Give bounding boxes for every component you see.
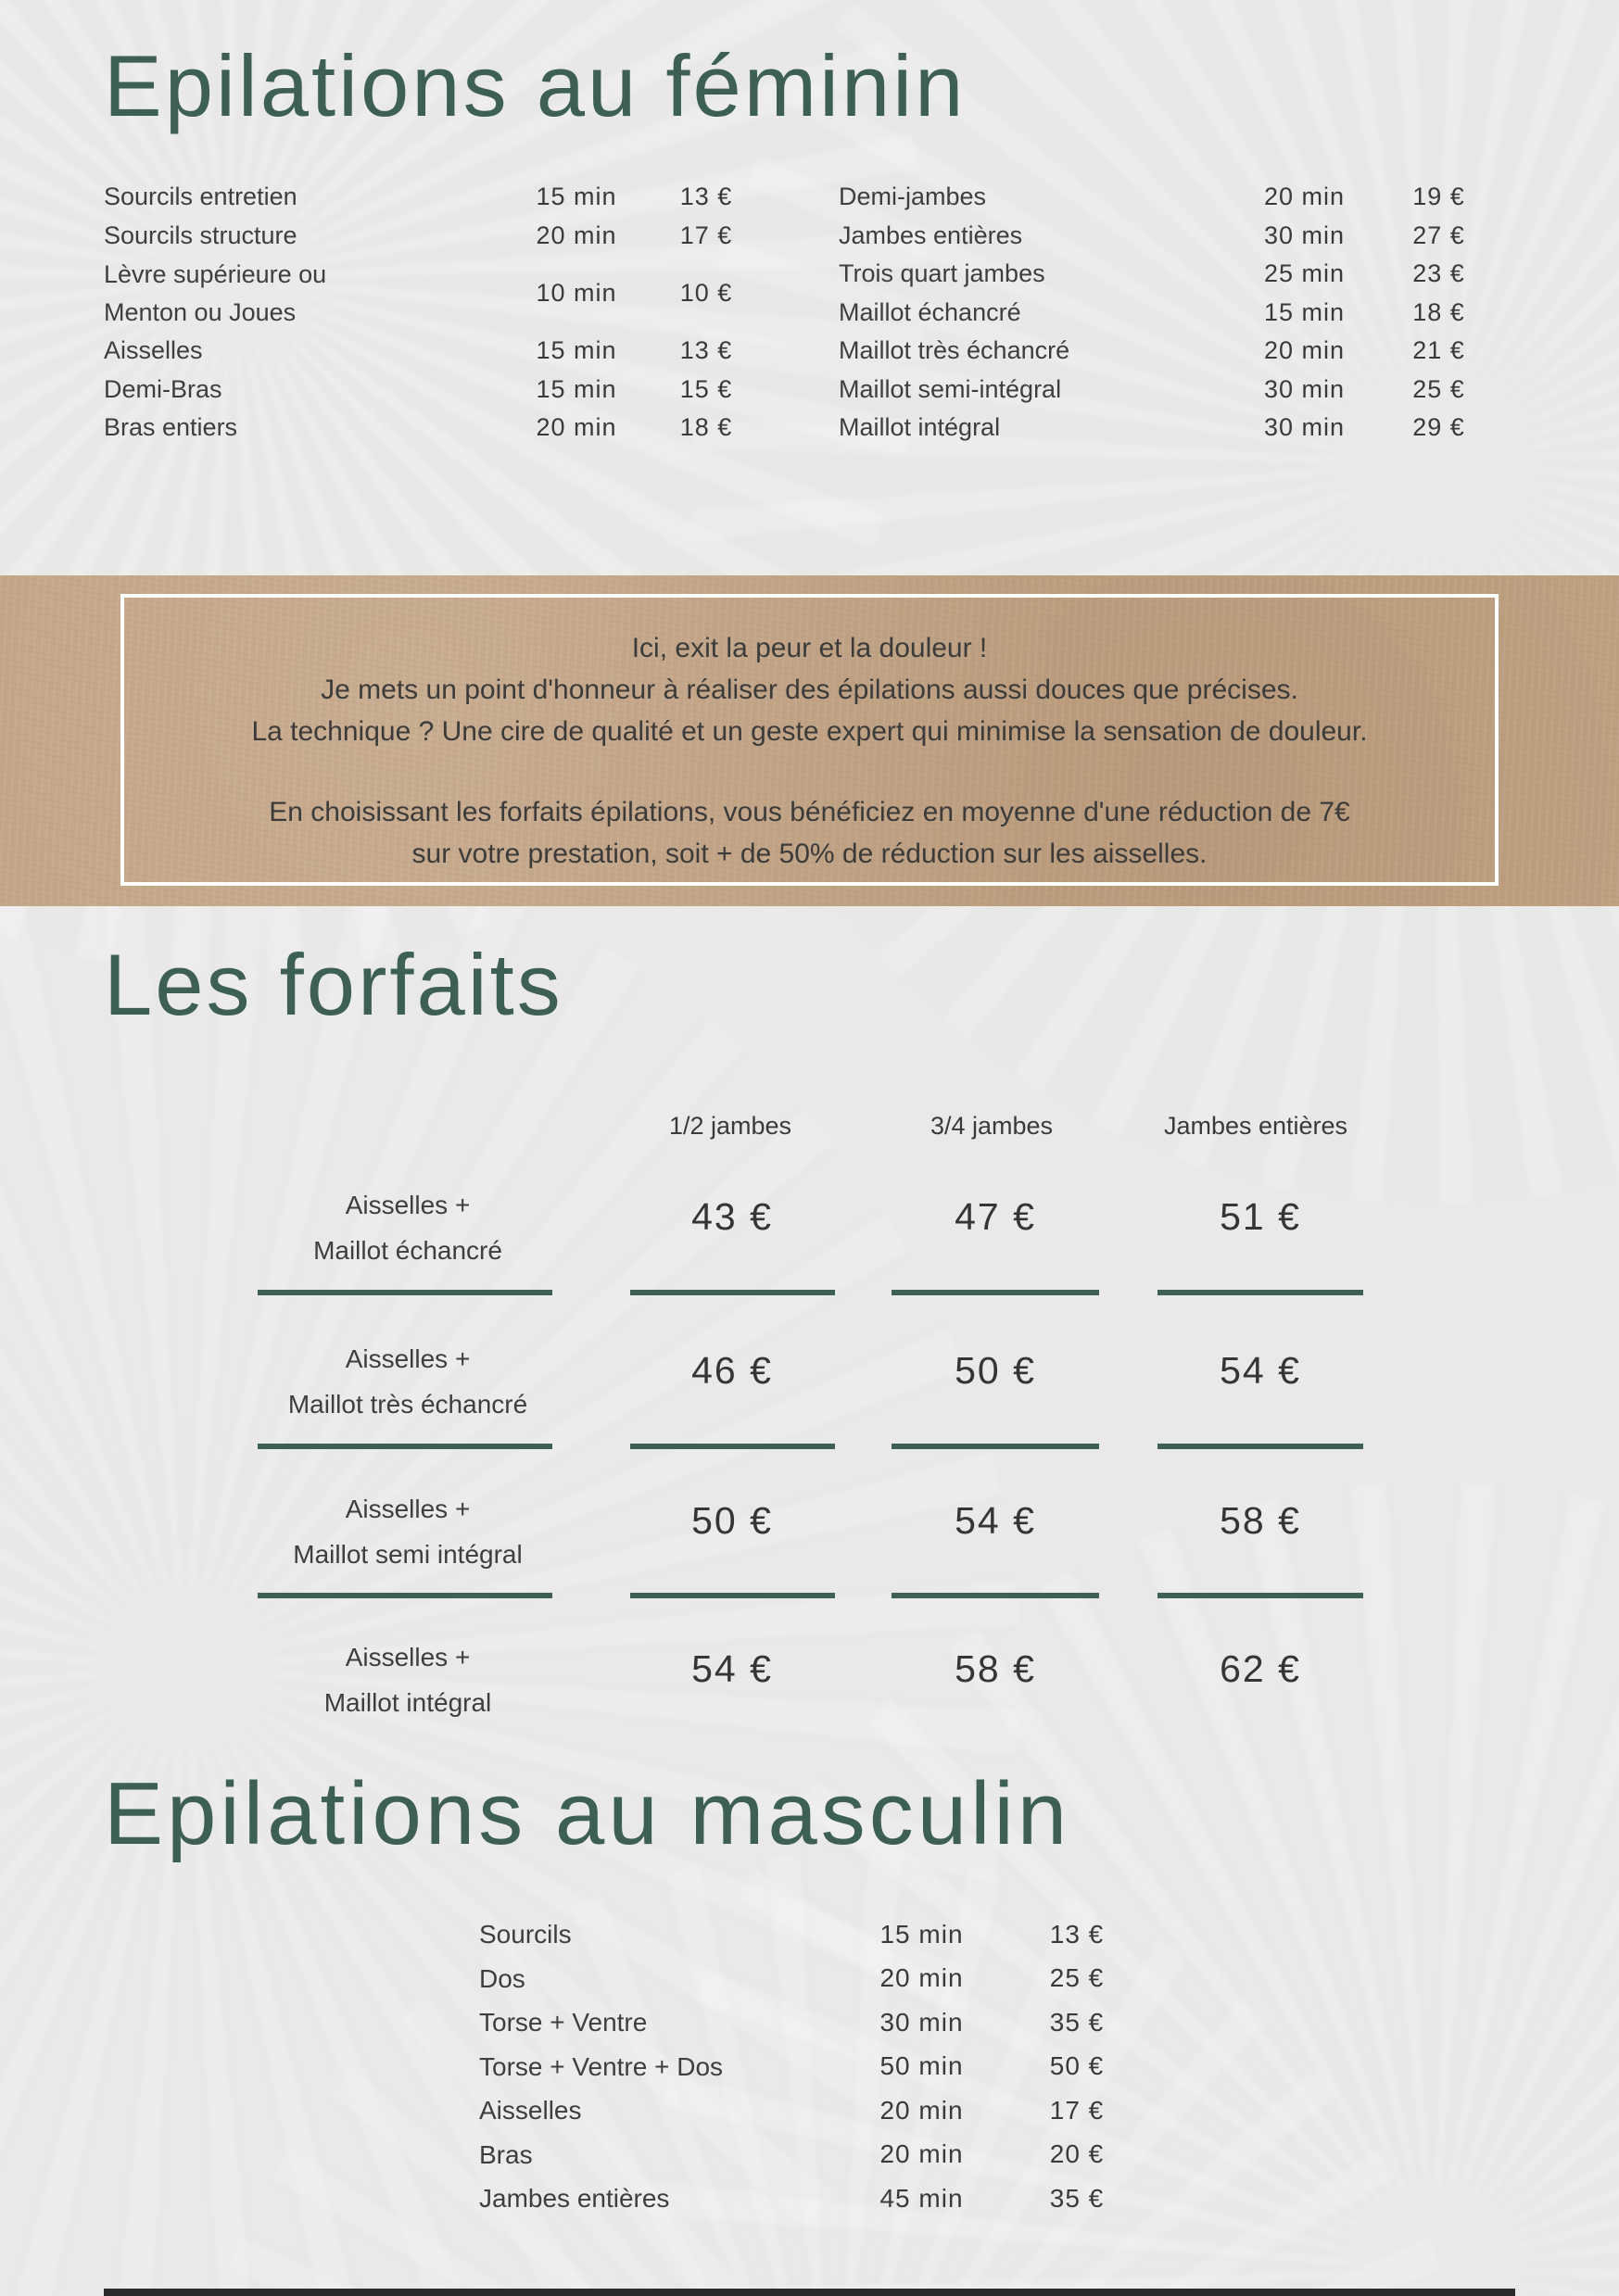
service-time: 25 min: [1263, 259, 1346, 288]
banner-line: sur votre prestation, soit + de 50% de réduction sur les aisselles.: [411, 839, 1208, 869]
service-time: 30 min: [1263, 374, 1346, 403]
bottom-edge-band: [104, 2289, 1515, 2296]
service-label: Maillot échancré: [839, 297, 1021, 326]
forfait-label: [176, 1336, 639, 1427]
service-time: 15 min: [1263, 297, 1346, 326]
service-label: Sourcils: [479, 1920, 572, 1949]
divider-line: [1157, 1444, 1363, 1449]
forfait-row: [0, 1631, 1619, 1751]
service-row: [839, 409, 1497, 448]
forfait-label: [176, 1182, 639, 1273]
service-row: [839, 255, 1497, 294]
forfait-label: [176, 1486, 639, 1577]
service-price: 25 €: [1049, 1963, 1105, 1993]
forfait-price: 51 €: [1220, 1195, 1301, 1238]
section-title-forfaits: Les forfaits: [104, 936, 563, 1033]
forfait-column-header: 3/4 jambes: [930, 1112, 1054, 1140]
service-time: 20 min: [879, 1963, 964, 1993]
service-label: Demi-Bras: [104, 374, 222, 403]
service-price: 13 €: [679, 183, 733, 211]
divider-line: [1157, 1290, 1363, 1295]
kraft-banner: [0, 575, 1619, 906]
service-price: 18 €: [679, 413, 733, 442]
service-label: Torse + Ventre + Dos: [479, 2051, 724, 2081]
banner-line: En choisissant les forfaits épilations, vous bénéficiez en moyenne d'une réduction de 7€: [269, 797, 1350, 827]
service-row: [839, 217, 1497, 256]
service-row: [839, 294, 1497, 333]
forfait-label: [176, 1634, 639, 1725]
service-row: [104, 332, 762, 371]
service-row: [839, 332, 1497, 371]
forfait-row: [0, 1482, 1619, 1603]
service-row: [479, 1912, 1170, 1957]
forfait-price: 58 €: [1220, 1499, 1301, 1542]
divider-line: [630, 1290, 835, 1295]
forfait-column-header: 1/2 jambes: [668, 1112, 792, 1140]
service-row: [104, 178, 762, 217]
service-label: Torse + Ventre: [479, 2008, 648, 2037]
service-price: 17 €: [679, 221, 733, 249]
service-time: 15 min: [536, 336, 617, 365]
divider-line: [1157, 1593, 1363, 1598]
forfait-column-header: Jambes entières: [1163, 1112, 1348, 1140]
forfait-price: 54 €: [691, 1647, 773, 1690]
service-time: 50 min: [879, 2051, 964, 2081]
forfait-price: 50 €: [691, 1499, 773, 1542]
service-time: 20 min: [1263, 183, 1346, 211]
service-price: 17 €: [1049, 2095, 1105, 2125]
forfait-label-line1: Aisselles +: [345, 1344, 471, 1373]
service-price: 50 €: [1049, 2051, 1105, 2081]
feminin-right-column: [839, 178, 1497, 448]
forfait-label-line2: Maillot semi intégral: [293, 1540, 523, 1569]
service-price: 27 €: [1412, 221, 1465, 249]
service-label: Bras: [479, 2139, 533, 2169]
service-label: Dos: [479, 1963, 525, 1993]
service-label: Demi-jambes: [839, 183, 987, 211]
section-title-feminin: Epilations au féminin: [104, 37, 967, 134]
service-label: Maillot semi-intégral: [839, 374, 1062, 403]
banner-offer-block: [124, 791, 1495, 875]
forfait-label-line2: Maillot très échancré: [287, 1390, 528, 1419]
masculin-table: [479, 1912, 1170, 2221]
banner-intro-block: [124, 627, 1495, 752]
service-label: Bras entiers: [104, 413, 238, 442]
forfait-price: 58 €: [955, 1647, 1036, 1690]
forfait-price: 43 €: [691, 1195, 773, 1238]
service-label: Aisselles: [479, 2096, 582, 2126]
service-time: 20 min: [536, 413, 617, 442]
service-row: [839, 178, 1497, 217]
section-title-masculin: Epilations au masculin: [104, 1764, 1071, 1863]
service-time: 45 min: [879, 2183, 964, 2213]
forfait-price: 47 €: [955, 1195, 1036, 1238]
service-label: Trois quart jambes: [839, 259, 1045, 288]
service-price: 18 €: [1412, 297, 1465, 326]
divider-line: [630, 1444, 835, 1449]
service-price: 13 €: [679, 336, 733, 365]
service-time: 10 min: [536, 279, 617, 307]
service-time: 20 min: [1263, 336, 1346, 365]
divider-line: [258, 1593, 552, 1598]
divider-line: [258, 1444, 552, 1449]
forfait-label-line2: Maillot échancré: [313, 1236, 502, 1265]
forfait-price: 46 €: [691, 1349, 773, 1392]
service-price: 13 €: [1049, 1919, 1105, 1949]
service-label: Maillot très échancré: [839, 336, 1070, 365]
service-price: 10 €: [679, 279, 733, 307]
service-price: 19 €: [1412, 183, 1465, 211]
service-label: Sourcils entretien: [104, 183, 297, 211]
service-row: [479, 2176, 1170, 2221]
service-price: 15 €: [679, 374, 733, 403]
service-time: 15 min: [536, 183, 617, 211]
service-time: 20 min: [879, 2095, 964, 2125]
banner-line: La technique ? Une cire de qualité et un geste expert qui minimise la sensation de douleur.: [251, 716, 1368, 747]
divider-line: [892, 1290, 1099, 1295]
service-time: 15 min: [536, 374, 617, 403]
service-row: [479, 2045, 1170, 2089]
banner-line: Ici, exit la peur et la douleur !: [631, 633, 988, 663]
service-row: [479, 2000, 1170, 2045]
forfait-price: 54 €: [1220, 1349, 1301, 1392]
forfait-row: [0, 1332, 1619, 1453]
divider-line: [258, 1290, 552, 1295]
forfait-label-line1: Aisselles +: [345, 1495, 471, 1523]
service-row: [104, 217, 762, 256]
forfait-label-line1: Aisselles +: [345, 1191, 471, 1219]
service-row: [104, 255, 762, 332]
service-time: 30 min: [879, 2007, 964, 2037]
forfait-price: 54 €: [955, 1499, 1036, 1542]
forfait-row: [0, 1179, 1619, 1299]
service-row: [104, 371, 762, 410]
service-time: 30 min: [1263, 221, 1346, 249]
service-price: 21 €: [1412, 336, 1465, 365]
service-label: Sourcils structure: [104, 221, 297, 249]
service-time: 30 min: [1263, 413, 1346, 442]
service-price: 20 €: [1049, 2139, 1105, 2169]
divider-line: [630, 1593, 835, 1598]
forfait-label-line1: Aisselles +: [345, 1643, 471, 1672]
service-price: 29 €: [1412, 413, 1465, 442]
service-price: 23 €: [1412, 259, 1465, 288]
divider-line: [892, 1593, 1099, 1598]
service-time: 20 min: [536, 221, 617, 249]
service-row: [479, 2133, 1170, 2177]
service-time: 15 min: [879, 1919, 964, 1949]
service-label: Aisselles: [104, 336, 203, 365]
service-price: 35 €: [1049, 2007, 1105, 2037]
forfait-price: 62 €: [1220, 1647, 1301, 1690]
service-row: [479, 2088, 1170, 2133]
service-label: Jambes entières: [839, 221, 1023, 249]
service-time: 20 min: [879, 2139, 964, 2169]
service-row: [104, 409, 762, 448]
feminin-left-column: [104, 178, 762, 448]
forfait-price: 50 €: [955, 1349, 1036, 1392]
forfait-label-line2: Maillot intégral: [323, 1688, 492, 1717]
service-label: Jambes entières: [479, 2184, 670, 2214]
divider-line: [892, 1444, 1099, 1449]
service-label: Lèvre supérieure ou Menton ou Joues: [104, 259, 327, 326]
service-row: [479, 1957, 1170, 2001]
service-label: Maillot intégral: [839, 413, 1001, 442]
service-price: 25 €: [1412, 374, 1465, 403]
banner-line: Je mets un point d'honneur à réaliser des épilations aussi douces que précises.: [321, 675, 1298, 705]
service-row: [839, 371, 1497, 410]
kraft-banner-frame: [120, 594, 1499, 886]
service-price: 35 €: [1049, 2183, 1105, 2213]
